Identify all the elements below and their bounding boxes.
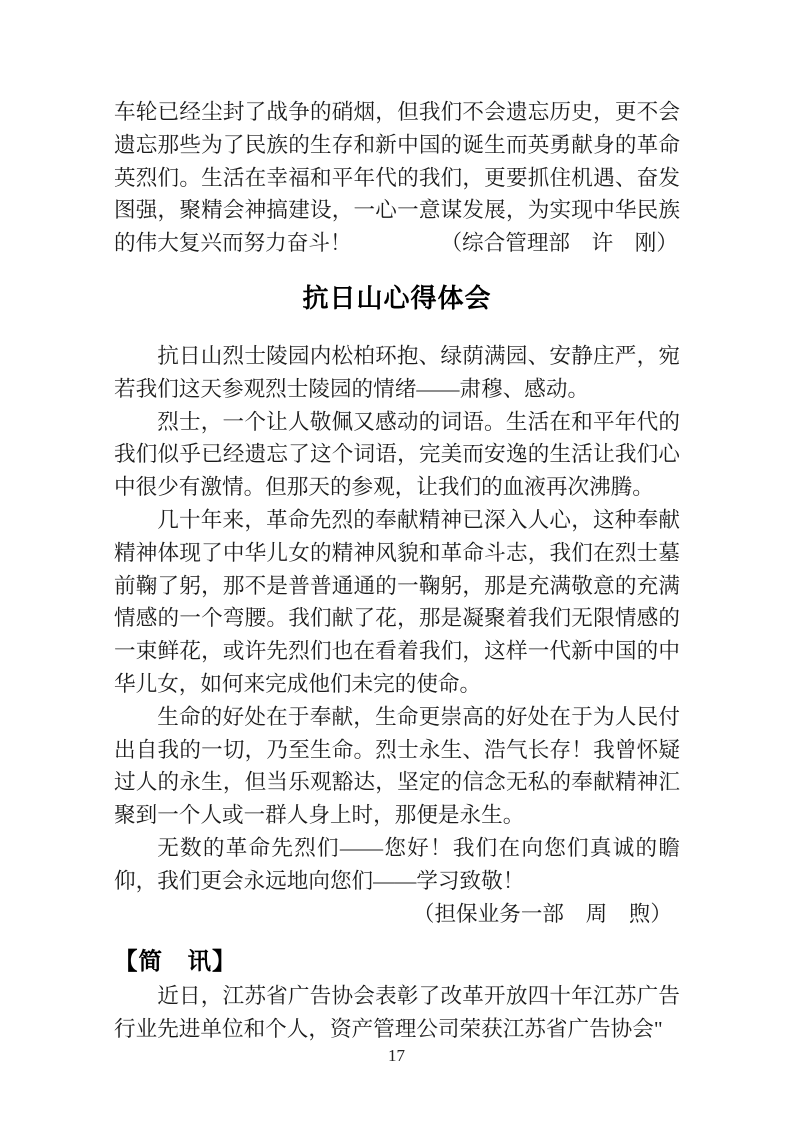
page-content bbox=[114, 96, 680, 1046]
essay-paragraph-1: 抗日山烈士陵园内松柏环抱、绿荫满园、安静庄严，宛若我们这天参观烈士陵园的情绪——肃穆、感动。 bbox=[114, 343, 680, 401]
essay-signature: （担保业务一部 周 煦） bbox=[412, 901, 672, 926]
essay-paragraph-3: 几十年来，革命先烈的奉献精神已深入人心，这种奉献精神体现了中华儿女的精神风貌和革命斗志，我们在烈士墓前鞠了躬，那不是普普通通的一鞠躬，那是充满敬意的充满情感的一个弯腰。我们献了花，那是凝聚着我们无限情感的一束鲜花，或许先烈们也在看着我们，这样一代新中国的中华儿女，如何来完成他们未完的使命。 bbox=[114, 507, 680, 696]
brief-paragraph: 近日，江苏省广告协会表彰了改革开放四十年江苏广告行业先进单位和个人，资产管理公司荣获江苏省广告协会" bbox=[114, 984, 680, 1042]
essay-paragraph-2: 烈士，一个让人敬佩又感动的词语。生活在和平年代的我们似乎已经遗忘了这个词语，完美而安逸的生活让我们心中很少有激情。但那天的参观，让我们的血液再次沸腾。 bbox=[114, 409, 680, 500]
continuation-paragraph bbox=[114, 96, 680, 260]
essay-paragraph-5: 无数的革命先烈们——您好！我们在向您们真诚的瞻仰，我们更会永远地向您们——学习致敬！ bbox=[114, 835, 680, 893]
essay-title: 抗日山心得体会 bbox=[302, 282, 492, 313]
continuation-text: 车轮已经尘封了战争的硝烟，但我们不会遗忘历史，更不会遗忘那些为了民族的生存和新中国的诞生而英勇献身的革命英烈们。生活在幸福和平年代的我们，更要抓住机遇、奋发图强，聚精会神搞建设，一心一意谋发展，为实现中华民族的伟大复兴而努力奋斗！ bbox=[114, 100, 680, 256]
brief-section-heading: 【简 讯】 bbox=[114, 948, 237, 975]
essay-paragraph-4: 生命的好处在于奉献，生命更崇高的好处在于为人民付出自我的一切，乃至生命。烈士永生、浩气长存！我曾怀疑过人的永生，但当乐观豁达，坚定的信念无私的奉献精神汇聚到一个人或一群人身上时，那便是永生。 bbox=[114, 704, 680, 828]
continuation-signature: （综合管理部 许 刚） bbox=[440, 231, 678, 256]
page-number: 17 bbox=[388, 1046, 405, 1065]
